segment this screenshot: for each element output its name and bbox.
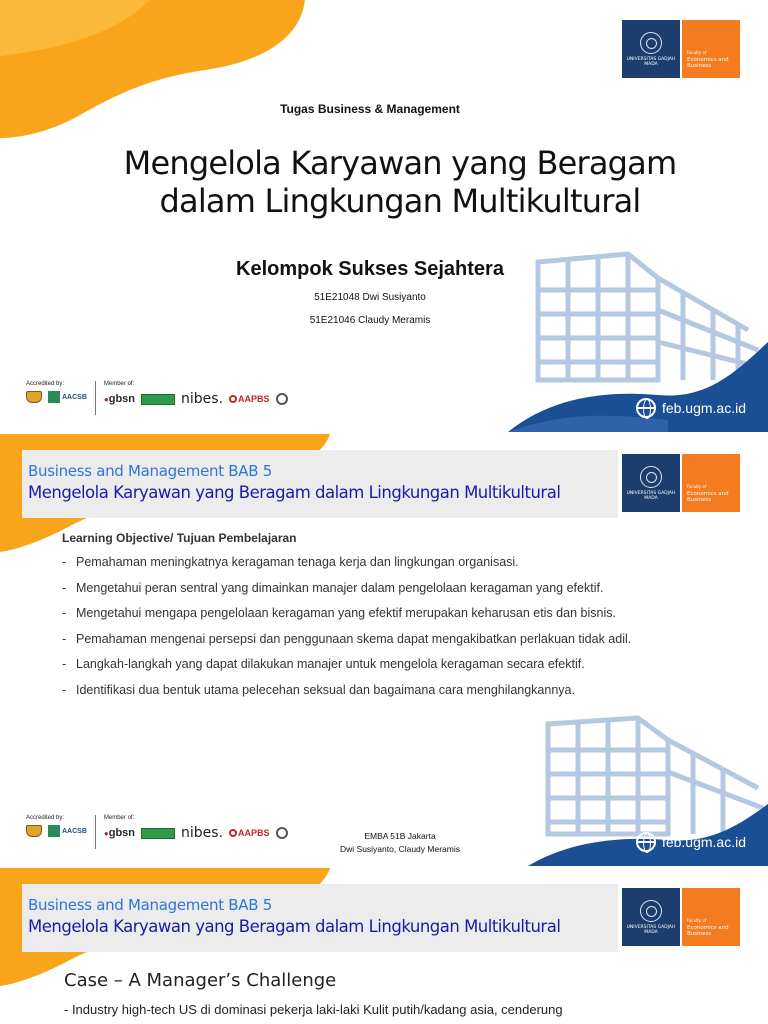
accredited-label: Accredited by: — [26, 381, 65, 387]
faculty-name: Economics and Business — [687, 56, 729, 69]
accreditation-strip — [26, 815, 288, 849]
ugm-seal-icon — [640, 466, 662, 488]
member-seal-icon — [276, 393, 288, 405]
member-label: Member of: — [103, 815, 135, 821]
faculty-name: Economics and Business — [687, 924, 729, 937]
university-name: UNIVERSITAS GADJAH MADA — [626, 56, 676, 67]
objectives-list — [62, 554, 710, 707]
slide-title-line1: Mengelola Karyawan yang Beragam — [123, 144, 677, 182]
header-subject: Business and Management BAB 5 — [28, 896, 272, 914]
footer-program: EMBA 51B Jakarta — [364, 831, 436, 841]
aacsb-logo: AACSB — [48, 825, 87, 837]
globe-icon — [636, 398, 656, 418]
aapbs-logo: AAPBS — [229, 828, 270, 838]
list-item: - Mengetahui peran sentral yang dimainkan manajer dalam pengelolaan keragaman yang efektif. — [62, 580, 710, 596]
accreditation-shield-icon — [26, 825, 42, 837]
website-link[interactable] — [636, 398, 746, 418]
slide-kicker: Tugas Business & Management — [280, 102, 460, 116]
list-item: - Pemahaman mengenai persepsi dan penggunaan skema dapat mengakibatkan perlakuan tidak adil. — [62, 631, 710, 647]
list-item: - Langkah-langkah yang dapat dilakukan manajer untuk mengelola keragaman secara efektif. — [62, 656, 710, 672]
header-subject: Business and Management BAB 5 — [28, 462, 272, 480]
member-1: 51E21048 Dwi Susiyanto — [314, 292, 426, 303]
gbsn-logo: ●gbsn — [103, 393, 136, 405]
aapbs-logo: AAPBS — [229, 394, 270, 404]
title-slide — [0, 0, 768, 432]
globe-icon — [636, 832, 656, 852]
gbsn-logo: ●gbsn — [103, 827, 136, 839]
website-link[interactable] — [636, 832, 746, 852]
ugm-seal-icon — [640, 900, 662, 922]
accredited-label: Accredited by: — [26, 815, 65, 821]
green-member-badge — [141, 828, 175, 839]
case-text: - Industry high-tech US di dominasi pekerja laki-laki Kulit putih/kadang asia, cenderung — [64, 1002, 563, 1017]
accreditation-shield-icon — [26, 391, 42, 403]
list-item: - Identifikasi dua bentuk utama pelecehan seksual dan bagaimana cara menghilangkannya. — [62, 682, 710, 698]
faculty-name: Economics and Business — [687, 490, 729, 503]
accreditation-strip — [26, 381, 288, 415]
website-text: feb.ugm.ac.id — [661, 400, 746, 416]
nibes-logo: nibes. — [181, 825, 224, 841]
list-item: - Mengetahui mengapa pengelolaan keragaman yang efektif merupakan keharusan etis dan bisnis. — [62, 605, 710, 621]
nibes-logo: nibes. — [181, 391, 224, 407]
group-name: Kelompok Sukses Sejahtera — [236, 258, 504, 280]
header-title: Mengelola Karyawan yang Beragam dalam Lingkungan Multikultural — [28, 917, 561, 936]
member-seal-icon — [276, 827, 288, 839]
faculty-prefix: Faculty of — [687, 50, 707, 55]
list-item: - Pemahaman meningkatnya keragaman tenaga kerja dan lingkungan organisasi. — [62, 554, 710, 570]
objectives-slide — [0, 434, 768, 866]
ugm-seal-icon — [640, 32, 662, 54]
header-title: Mengelola Karyawan yang Beragam dalam Lingkungan Multikultural — [28, 483, 561, 502]
case-slide — [0, 868, 768, 1024]
faculty-prefix: Faculty of — [687, 918, 707, 923]
slide-title — [0, 144, 768, 220]
university-name: UNIVERSITAS GADJAH MADA — [626, 490, 676, 501]
case-title: Case – A Manager’s Challenge — [64, 970, 337, 991]
website-text: feb.ugm.ac.id — [661, 834, 746, 850]
section-title: Learning Objective/ Tujuan Pembelajaran — [62, 531, 297, 545]
green-member-badge — [141, 394, 175, 405]
orange-corner-decoration — [0, 0, 330, 140]
member-2: 51E21046 Claudy Meramis — [309, 315, 431, 326]
member-label: Member of: — [103, 381, 135, 387]
slide-footer — [300, 830, 500, 856]
footer-authors: Dwi Susiyanto, Claudy Meramis — [340, 844, 460, 854]
ugm-feb-logo — [622, 20, 740, 78]
aacsb-logo: AACSB — [48, 391, 87, 403]
university-name: UNIVERSITAS GADJAH MADA — [626, 924, 676, 935]
page-number: Page 2 — [502, 848, 528, 857]
faculty-prefix: Faculty of — [687, 484, 707, 489]
ugm-feb-logo — [622, 888, 740, 946]
slide-title-line2: dalam Lingkungan Multikultural — [159, 182, 641, 220]
ugm-feb-logo — [622, 454, 740, 512]
